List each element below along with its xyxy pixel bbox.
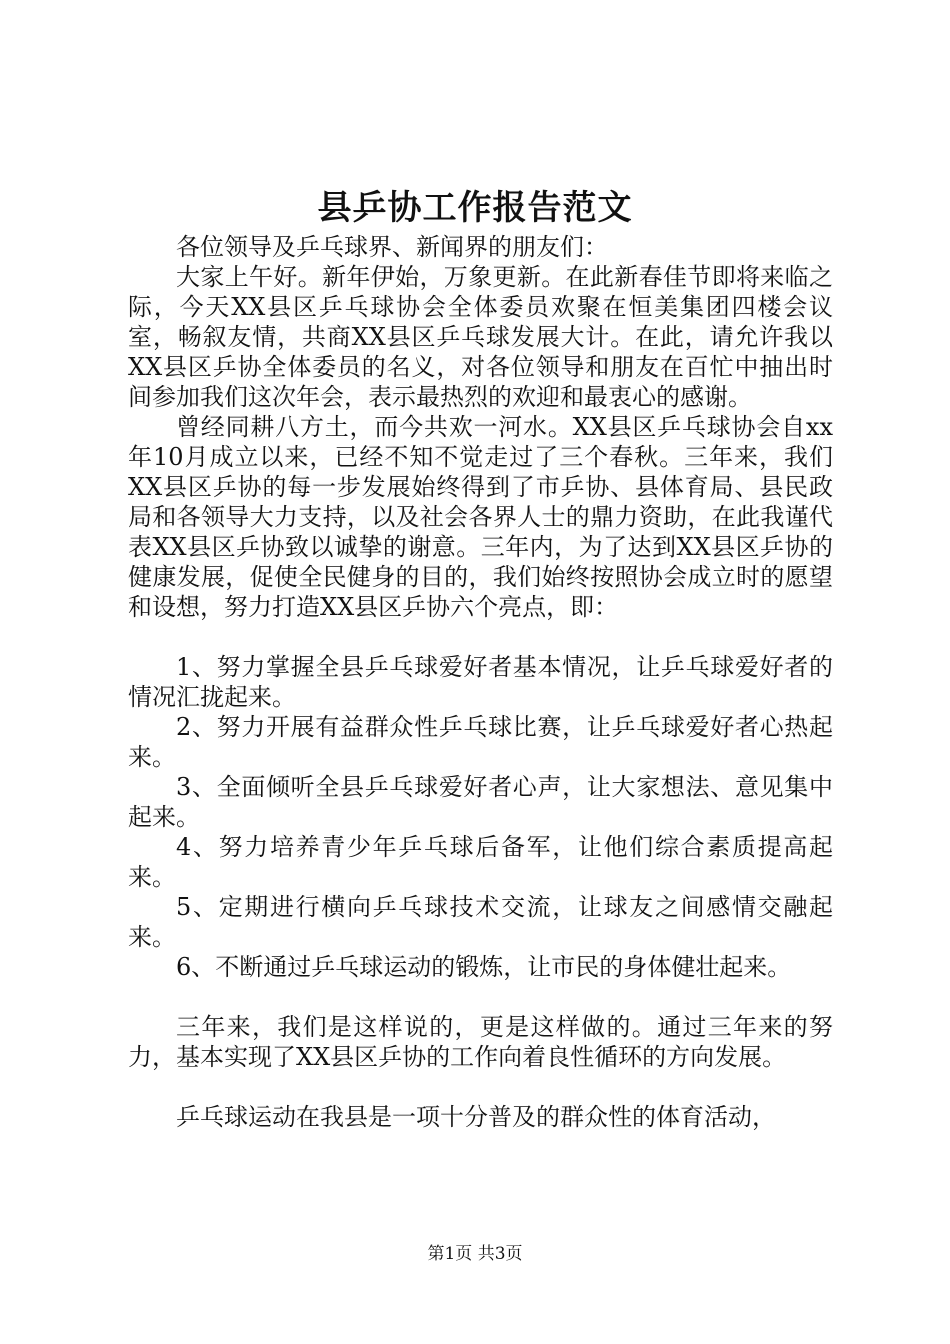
summary-paragraph: 三年来，我们是这样说的，更是这样做的。通过三年来的努力，基本实现了XX县区乒协的工作向着良性循环的方向发展。 xyxy=(128,1013,833,1071)
list-item: 2、努力开展有益群众性乒乓球比赛，让乒乓球爱好者心热起来。 xyxy=(128,713,833,771)
document-body xyxy=(128,232,833,1132)
last-paragraph: 乒乓球运动在我县是一项十分普及的群众性的体育活动， xyxy=(176,1103,776,1131)
paragraph-gap xyxy=(128,622,833,652)
body-paragraph: 曾经同耕八方土，而今共欢一河水。XX县区乒乓球协会自xx年10月成立以来，已经不知不觉走过了三个春秋。三年来，我们XX县区乒协的每一步发展始终得到了市乒协、县体育局、县民政局和各领导大力支持，以及社会各界人士的鼎力资助，在此我谨代表XX县区乒协致以诚挚的谢意。三年内，为了达到XX县区乒协的健康发展，促使全民健身的目的，我们始终按照协会成立时的愿望和设想，努力打造XX县区乒协六个亮点，即： xyxy=(128,413,833,621)
paragraph-gap xyxy=(128,982,833,1012)
body-paragraph: 大家上午好。新年伊始，万象更新。在此新春佳节即将来临之际，今天XX县区乒乓球协会全体委员欢聚在恒美集团四楼会议室，畅叙友情，共商XX县区乒乓球发展大计。在此，请允许我以XX县区乒协全体委员的名义，对各位领导和朋友在百忙中抽出时间参加我们这次年会，表示最热烈的欢迎和最衷心的感谢。 xyxy=(128,263,833,411)
greeting-paragraph: 各位领导及乒乓球界、新闻界的朋友们： xyxy=(176,233,608,261)
document-title: 县乒协工作报告范文 xyxy=(317,188,633,228)
list-item: 6、不断通过乒乓球运动的锻炼，让市民的身体健壮起来。 xyxy=(176,953,792,981)
page-footer: 第1页 共3页 xyxy=(427,1244,523,1264)
list-item: 4、努力培养青少年乒乓球后备军，让他们综合素质提高起来。 xyxy=(128,833,833,891)
paragraph-gap xyxy=(128,1072,833,1102)
list-item: 1、努力掌握全县乒乓球爱好者基本情况，让乒乓球爱好者的情况汇拢起来。 xyxy=(128,653,833,711)
list-item: 3、全面倾听全县乒乓球爱好者心声，让大家想法、意见集中起来。 xyxy=(128,773,833,831)
list-item: 5、定期进行横向乒乓球技术交流，让球友之间感情交融起来。 xyxy=(128,893,833,951)
